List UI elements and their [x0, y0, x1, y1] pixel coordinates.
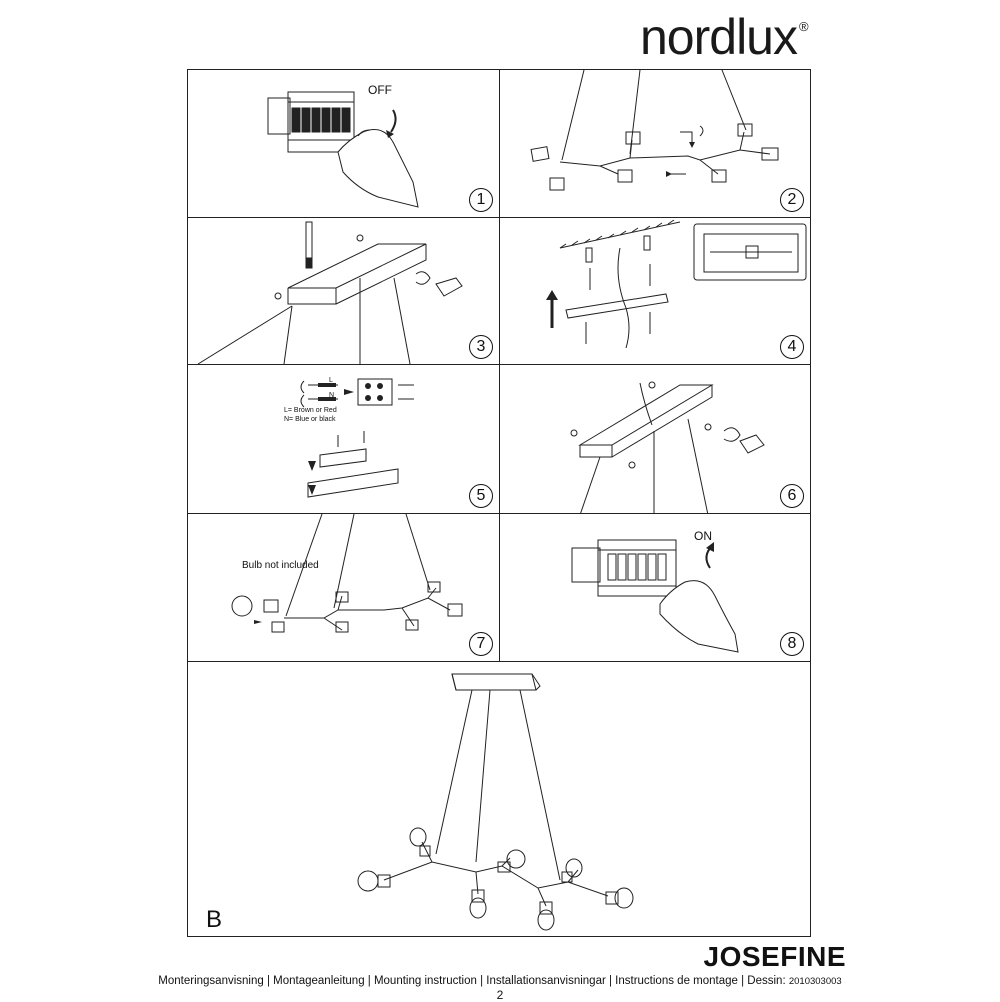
step-1-panel: [187, 69, 500, 218]
on-label: ON: [694, 529, 712, 543]
brand-logo: [640, 9, 808, 65]
step-number-1: 1: [469, 188, 493, 212]
step-6-panel: [499, 364, 811, 514]
step-number-7: 7: [469, 632, 493, 656]
step-8-panel: [499, 513, 811, 662]
step-number-3: 3: [469, 335, 493, 359]
drawing-code: 2010303003: [788, 976, 842, 987]
legend-neutral-wire: N= Blue or black: [284, 416, 336, 423]
terminal-n: N: [329, 392, 335, 399]
bulb-not-included-note: Bulb not included: [242, 560, 319, 571]
legend-live-wire: L= Brown or Red: [284, 407, 337, 414]
step-2-panel: [499, 69, 811, 218]
step-number-4: 4: [780, 335, 804, 359]
breaker-off-illustration: [188, 70, 500, 218]
step-7-panel: [187, 513, 500, 662]
step-number-8: 8: [780, 632, 804, 656]
arm-assembly-illustration: [500, 70, 811, 218]
brand-name: nordlux: [640, 9, 797, 65]
terminal-l: L: [329, 377, 333, 384]
footer-caption: [0, 975, 1000, 987]
ceiling-mount-illustration: [500, 218, 811, 365]
wiring-illustration: [188, 365, 500, 514]
assembled-lamp-illustration: [188, 662, 811, 937]
insert-bulbs-illustration: [188, 514, 500, 662]
overview-label: B: [206, 906, 223, 933]
overview-panel: [187, 661, 811, 937]
page-number: 2: [496, 988, 504, 1002]
step-4-panel: [499, 217, 811, 365]
step-number-5: 5: [469, 484, 493, 508]
off-label: OFF: [368, 83, 392, 97]
footer-text: Monteringsanvisning | Montageanleitung | Mounting instruction | Installationsanvisningar | Instructions de montage | Dessin:: [158, 975, 786, 987]
step-number-6: 6: [780, 484, 804, 508]
canopy-box-illustration: [188, 218, 500, 365]
product-name: JOSEFINE: [703, 941, 846, 972]
step-3-panel: [187, 217, 500, 365]
step-5-panel: [187, 364, 500, 514]
step-number-2: 2: [780, 188, 804, 212]
breaker-on-illustration: [500, 514, 811, 662]
close-canopy-illustration: [500, 365, 811, 514]
registered-mark: ®: [799, 19, 808, 34]
